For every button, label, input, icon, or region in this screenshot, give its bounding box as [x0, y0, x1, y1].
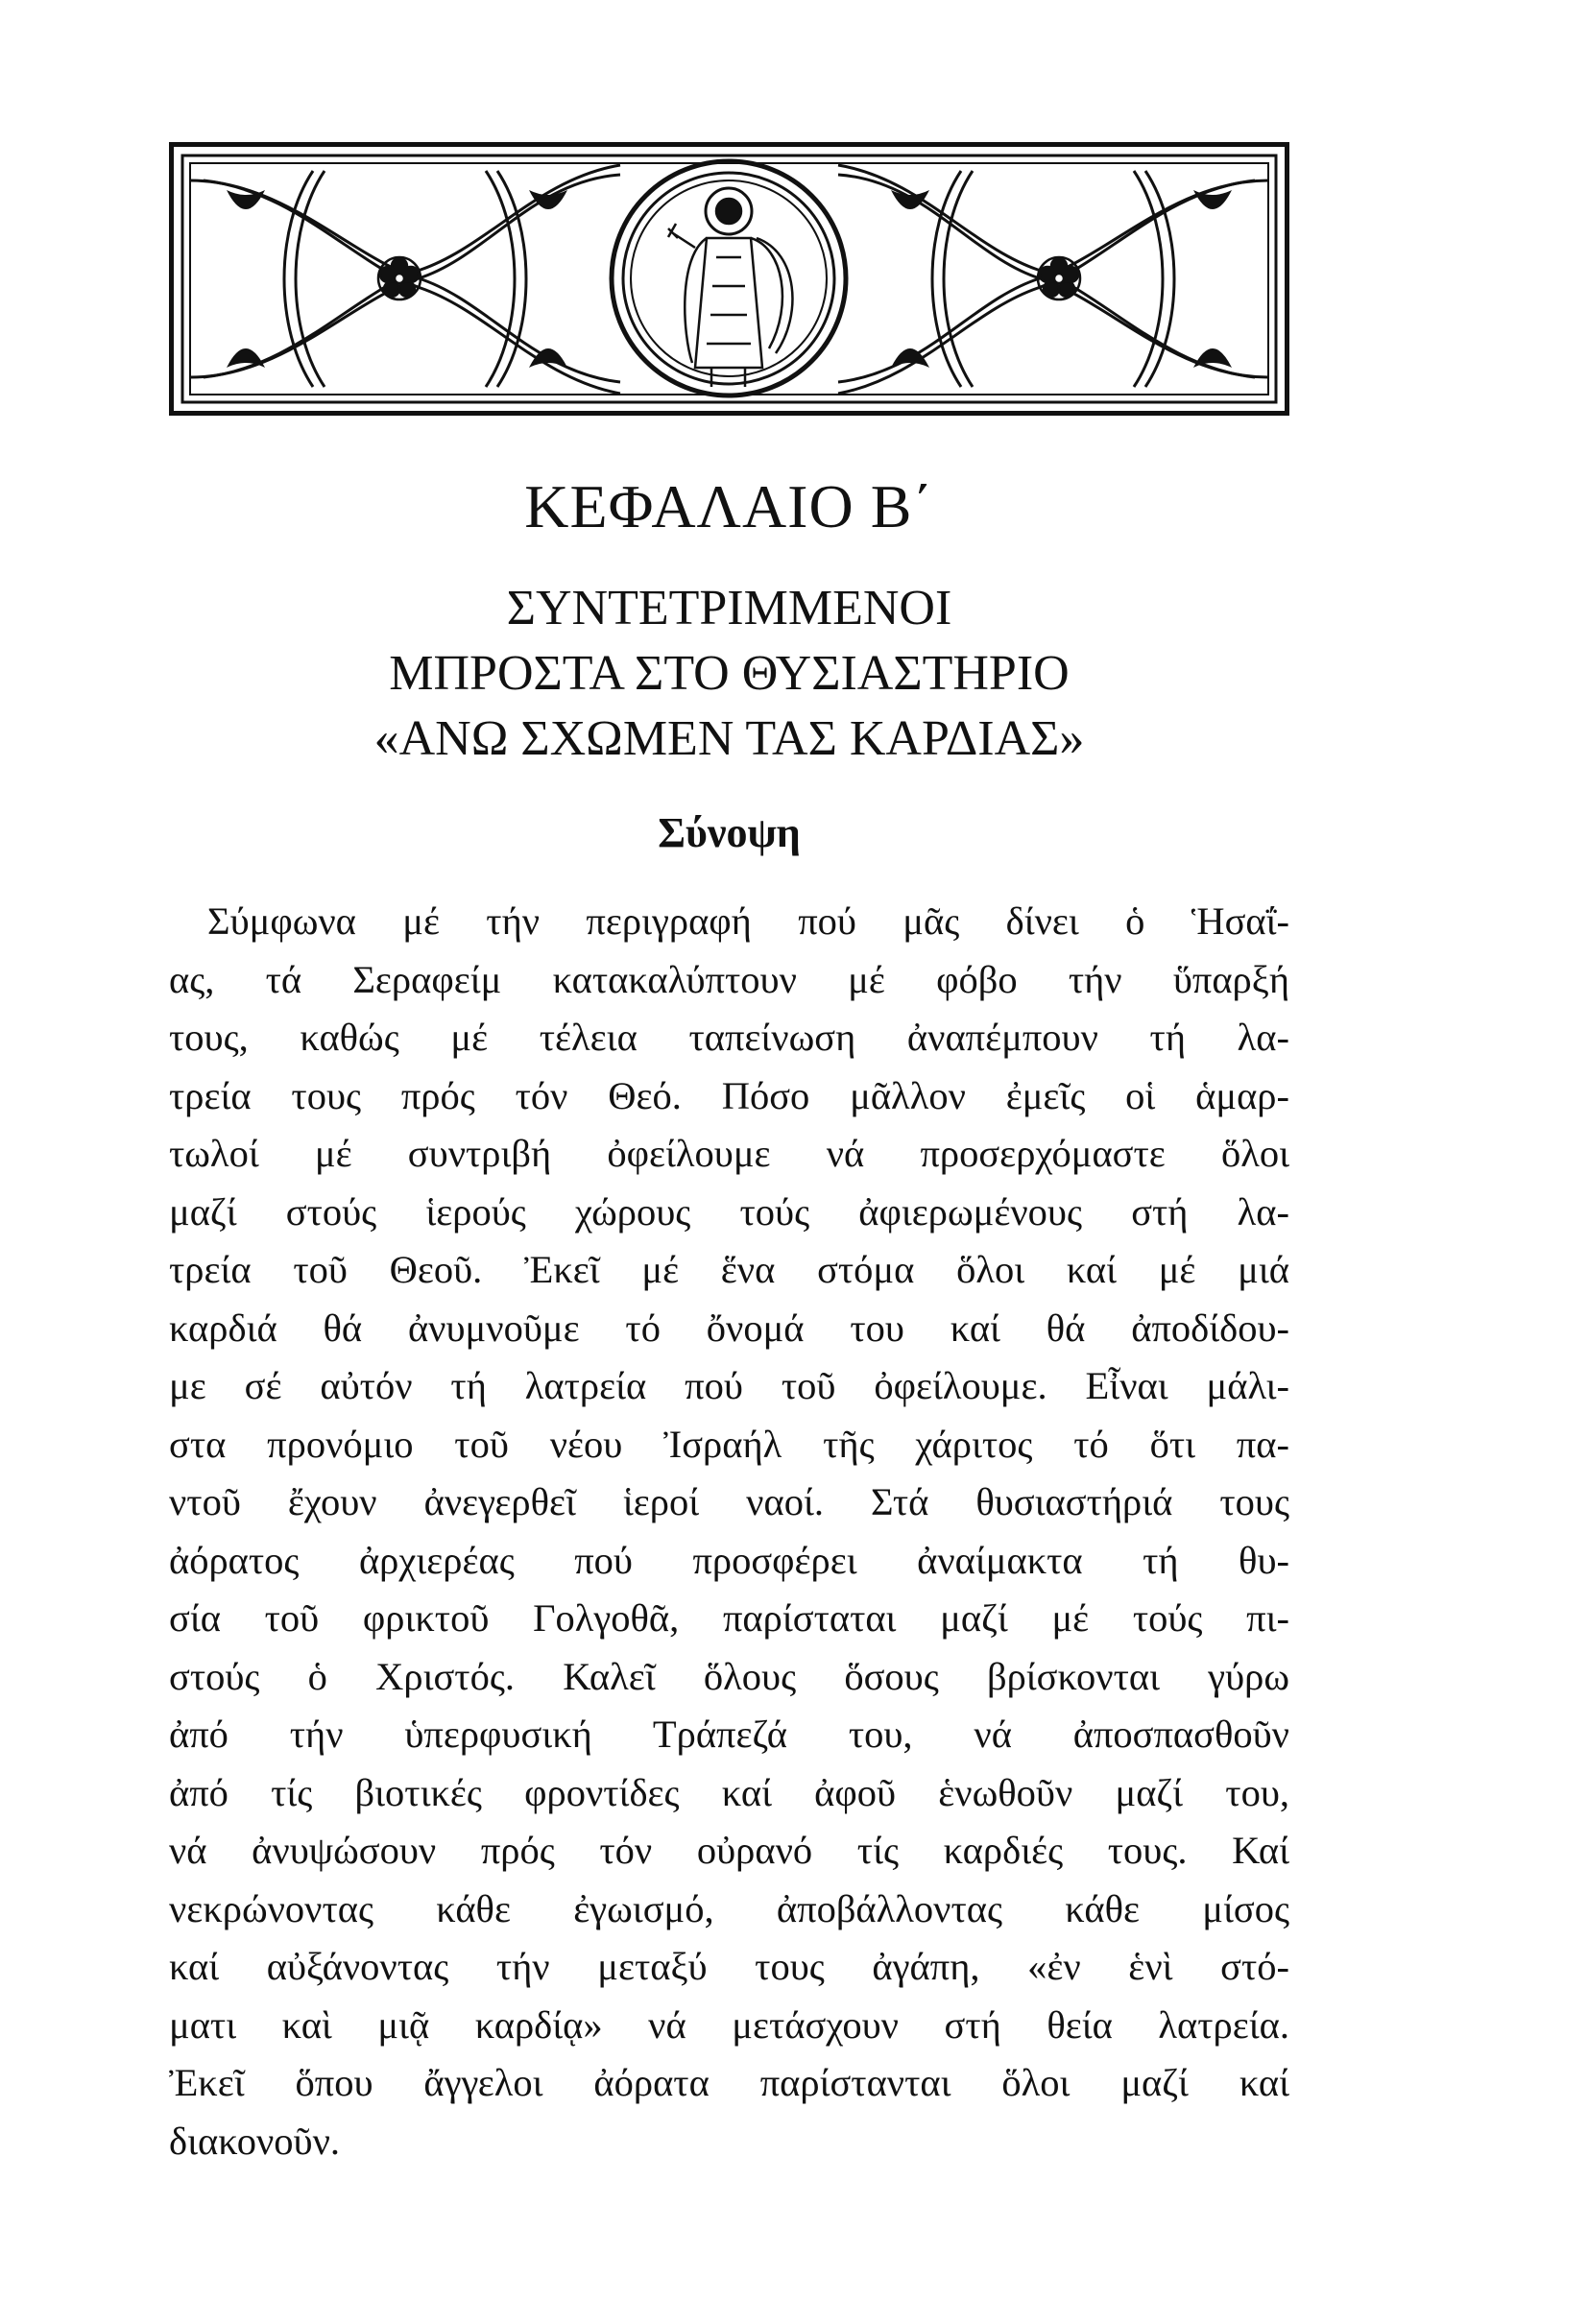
chapter-title-line: ΣΥΝΤΕΤΡΙΜΜΕΝΟΙ: [506, 581, 952, 635]
body-line: με σέ αὐτόν τή λατρεία πού τοῦ ὀφείλουμε. Εἶναι μάλι-: [169, 1364, 1289, 1407]
chapter-title: [169, 576, 1289, 772]
body-line: Σύμφωνα μέ τήν περιγραφή πού μᾶς δίνει ὁ Ἡσαΐ-: [207, 899, 1289, 943]
body-line: ἀπό τίς βιοτικές φροντίδες καί ἀφοῦ ἑνωθοῦν μαζί του,: [169, 1770, 1289, 1814]
body-line: στα προνόμιο τοῦ νέου Ἰσραήλ τῆς χάριτος τό ὅτι πα-: [169, 1422, 1289, 1466]
section-heading: Σύνοψη: [658, 809, 801, 856]
body-line: Ἐκεῖ ὅπου ἄγγελοι ἀόρατα παρίστανται ὅλοι μαζί καί: [169, 2061, 1289, 2104]
body-line: ἀόρατος ἀρχιερέας πού προσφέρει ἀναίμακτα τή θυ-: [169, 1538, 1289, 1582]
body-line: νά ἀνυψώσουν πρός τόν οὐρανό τίς καρδιές τους. Καί: [169, 1829, 1289, 1872]
body-line: τους, καθώς μέ τέλεια ταπείνωση ἀναπέμπουν τή λα-: [169, 1016, 1289, 1059]
body-line: τρεία τους πρός τόν Θεό. Πόσο μᾶλλον ἐμεῖς οἱ ἁμαρ-: [169, 1073, 1289, 1117]
body-line: καί αὐξάνοντας τήν μεταξύ τους ἀγάπη, «ἐν ἑνὶ στό-: [169, 1945, 1289, 1988]
body-line: τρεία τοῦ Θεοῦ. Ἐκεῖ μέ ἕνα στόμα ὅλοι καί μέ μιά: [169, 1248, 1289, 1291]
body-line: ἀπό τήν ὑπερφυσική Τράπεζά του, νά ἀποσπασθοῦν: [169, 1713, 1289, 1756]
body-paragraph: [169, 893, 1289, 2170]
body-line: ας, τά Σεραφείμ κατακαλύπτουν μέ φόβο τήν ὕπαρξή: [169, 957, 1289, 1001]
chapter-label: ΚΕΦΑΛΑΙΟ Β΄: [524, 472, 934, 540]
body-line: νεκρώνοντας κάθε ἐγωισμό, ἀποβάλλοντας κάθε μίσος: [169, 1886, 1289, 1930]
body-line: στούς ὁ Χριστός. Καλεῖ ὅλους ὅσους βρίσκονται γύρω: [169, 1654, 1289, 1698]
body-line: σία τοῦ φρικτοῦ Γολγοθᾶ, παρίσταται μαζί μέ τούς πι-: [169, 1596, 1289, 1640]
body-line: διακονοῦν.: [169, 2119, 341, 2163]
body-line: τωλοί μέ συντριβή ὀφείλουμε νά προσερχόμαστε ὅλοι: [169, 1132, 1289, 1175]
body-line: μαζί στούς ἱερούς χώρους τούς ἀφιερωμένους στή λα-: [169, 1189, 1289, 1234]
body-line: καρδιά θά ἀνυμνοῦμε τό ὄνομά του καί θά ἀποδίδου-: [169, 1306, 1289, 1350]
body-line: ντοῦ ἔχουν ἀνεγερθεῖ ἱεροί ναοί. Στά θυσιαστήριά τους: [169, 1480, 1289, 1523]
byzantine-angel-ornament-icon: [169, 142, 1289, 416]
chapter-title-line: ΜΠΡΟΣΤΑ ΣΤΟ ΘΥΣΙΑΣΤΗΡΙΟ: [389, 646, 1070, 701]
body-line: ματι καὶ μιᾷ καρδίᾳ» νά μετάσχουν στή θεία λατρεία.: [169, 2002, 1289, 2047]
chapter-title-line: «ΑΝΩ ΣΧΩΜΕΝ ΤΑΣ ΚΑΡΔΙΑΣ»: [373, 711, 1085, 766]
